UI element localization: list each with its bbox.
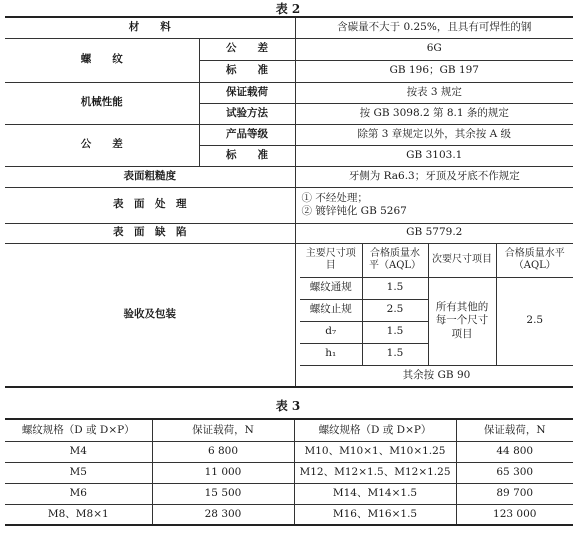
aql-header-2: 合格质量水平（AQL） [496,243,573,277]
proof-load-cell: 28 300 [152,504,294,525]
surface-defects-value: GB 5779.2 [295,223,573,243]
acceptance-label: 验收及包装 [5,243,295,387]
table-row [5,462,573,483]
acceptance-item: 螺纹止规 [300,299,362,321]
tolerance-label: 公 差 [5,124,199,166]
acceptance-header-row [5,243,573,277]
thread-spec-cell: M5 [5,462,152,483]
acceptance-remainder: 其余按 GB 90 [300,365,573,387]
proof-load-row [5,82,573,103]
header-thread-spec: 螺纹规格（D 或 D×P） [5,419,152,441]
product-grade-row [5,124,573,145]
material-label: 材 料 [5,17,295,38]
thread-spec-cell: M16、M16×1.5 [294,504,456,525]
table-row [5,441,573,462]
mechanical-label: 机械性能 [5,82,199,124]
material-value: 含碳量不大于 0.25%，且具有可焊性的钢 [295,17,573,38]
proof-load-cell: 6 800 [152,441,294,462]
tolerance-standard-label: 标 准 [199,145,295,166]
surface-defects-label: 表 面 缺 陷 [5,223,295,243]
surface-treatment-row [5,187,573,223]
header-thread-spec-2: 螺纹规格（D 或 D×P） [294,419,456,441]
table2-caption: 表 2 [275,2,301,16]
thread-tolerance-value: 6G [295,38,573,60]
roughness-row [5,166,573,187]
test-method-label: 试验方法 [199,103,295,124]
table-row [5,504,573,525]
acceptance-aql: 1.5 [362,277,428,299]
secondary-aql: 2.5 [496,277,573,365]
proof-load-cell: 89 700 [456,483,573,504]
header-proof-load: 保证载荷，N [152,419,294,441]
thread-spec-cell: M14、M14×1.5 [294,483,456,504]
table-row [5,483,573,504]
proof-load-label: 保证载荷 [199,82,295,103]
thread-spec-cell: M6 [5,483,152,504]
thread-tolerance-row [5,38,573,60]
proof-load-value: 按表 3 规定 [295,82,573,103]
surface-treatment-line-2: ② 镀锌钝化 GB 5267 [301,205,407,217]
surface-treatment-line-1: ① 不经处理； [301,191,368,204]
thread-spec-cell: M10、M10×1、M10×1.25 [294,441,456,462]
surface-treatment-label: 表 面 处 理 [5,187,295,223]
main-dim-header: 主要尺寸项目 [300,243,362,277]
thread-spec-cell: M4 [5,441,152,462]
proof-load-cell: 65 300 [456,462,573,483]
proof-load-cell: 15 500 [152,483,294,504]
proof-load-cell: 11 000 [152,462,294,483]
roughness-label: 表面粗糙度 [5,166,295,187]
specification-table [5,16,573,388]
thread-standard-label: 标 准 [199,60,295,82]
thread-standard-value: GB 196；GB 197 [295,60,573,82]
acceptance-item: d₇ [300,321,362,343]
thread-spec-cell: M12、M12×1.5、M12×1.25 [294,462,456,483]
product-grade-value: 除第 3 章规定以外，其余按 A 级 [295,124,573,145]
table3-caption: 表 3 [275,399,301,413]
proof-load-header-row [5,419,573,441]
material-row [5,17,573,38]
thread-label: 螺 纹 [5,38,199,82]
acceptance-item: 螺纹通规 [300,277,362,299]
acceptance-aql: 1.5 [362,321,428,343]
secondary-items: 所有其他的每一个尺寸项目 [428,277,496,365]
tolerance-standard-value: GB 3103.1 [295,145,573,166]
proof-load-cell: 44 800 [456,441,573,462]
acceptance-item: h₁ [300,343,362,365]
acceptance-aql: 1.5 [362,343,428,365]
thread-tolerance-label: 公 差 [199,38,295,60]
acceptance-aql: 2.5 [362,299,428,321]
proof-load-table [5,418,573,526]
proof-load-cell: 123 000 [456,504,573,525]
header-proof-load-2: 保证载荷，N [456,419,573,441]
surface-defects-row [5,223,573,243]
product-grade-label: 产品等级 [199,124,295,145]
thread-spec-cell: M8、M8×1 [5,504,152,525]
secondary-dim-header: 次要尺寸项目 [428,243,496,277]
test-method-value: 按 GB 3098.2 第 8.1 条的规定 [295,103,573,124]
aql-header: 合格质量水平（AQL） [362,243,428,277]
roughness-value: 牙侧为 Ra6.3；牙顶及牙底不作规定 [295,166,573,187]
surface-treatment-value [295,187,573,223]
